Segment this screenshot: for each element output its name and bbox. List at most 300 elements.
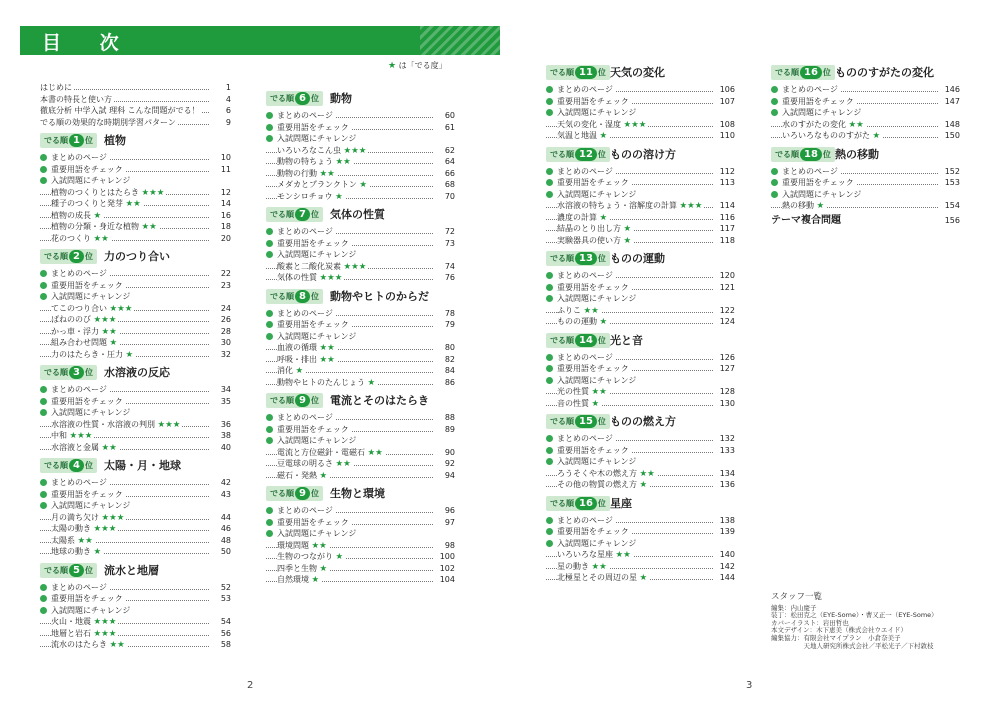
- toc-entry[interactable]: [266, 168, 455, 180]
- toc-entry[interactable]: [40, 582, 231, 594]
- entry-text: [266, 319, 351, 331]
- entry-label: 酸素と二酸化炭素: [277, 261, 341, 271]
- toc-entry[interactable]: [40, 117, 231, 129]
- entry-label: 環境問題: [277, 540, 309, 550]
- toc-entry[interactable]: [266, 226, 455, 238]
- toc-entry[interactable]: [266, 365, 455, 377]
- toc-entry[interactable]: [546, 538, 735, 550]
- toc-entry[interactable]: [546, 107, 735, 119]
- toc-entry[interactable]: [266, 354, 455, 366]
- entry-label: まとめのページ: [51, 478, 107, 487]
- toc-entry[interactable]: [266, 435, 455, 447]
- entry-page: 128: [713, 386, 735, 398]
- rank-number: 9: [295, 487, 310, 500]
- entry-text: [557, 479, 649, 492]
- rank-suffix: 位: [84, 368, 93, 377]
- frequency-stars-icon: ★★★: [69, 431, 93, 441]
- toc-entry[interactable]: [40, 233, 231, 245]
- theme-problems-entry[interactable]: [771, 214, 960, 228]
- toc-entry[interactable]: [546, 515, 735, 527]
- entry-page: 86: [433, 377, 455, 389]
- toc-entry[interactable]: [266, 308, 455, 320]
- toc-entry[interactable]: [40, 94, 231, 106]
- frequency-stars-icon: ★★: [101, 442, 117, 453]
- toc-entry[interactable]: [40, 489, 231, 501]
- rank-suffix: 位: [822, 68, 831, 77]
- toc-entry[interactable]: [40, 82, 231, 94]
- entry-label: まとめのページ: [557, 434, 613, 443]
- entry-text: [266, 249, 358, 261]
- toc-entry[interactable]: [40, 430, 231, 442]
- entry-page: 138: [713, 515, 735, 527]
- chapter-heading[interactable]: [40, 132, 231, 149]
- frequency-stars-icon: ★: [109, 338, 118, 348]
- toc-entry[interactable]: [266, 145, 455, 157]
- toc-entry[interactable]: [40, 639, 231, 651]
- entry-label: 入試問題にチャレンジ: [557, 375, 637, 385]
- entry-page: 16: [209, 210, 231, 222]
- toc-entry[interactable]: [40, 384, 231, 396]
- toc-entry[interactable]: [546, 561, 735, 573]
- entry-label: 四季と生物: [277, 563, 317, 573]
- entry-text: [40, 105, 202, 117]
- toc-entry[interactable]: [546, 200, 735, 212]
- toc-entry[interactable]: [266, 156, 455, 168]
- toc-entry[interactable]: [546, 445, 735, 457]
- chapter-heading[interactable]: [771, 64, 960, 81]
- toc-entry[interactable]: [266, 272, 455, 284]
- chapter-heading[interactable]: [266, 90, 455, 107]
- toc-entry[interactable]: [266, 331, 455, 343]
- toc-entry[interactable]: [771, 189, 960, 201]
- entry-label: 消化: [277, 366, 293, 375]
- toc-column-1: [40, 82, 231, 651]
- rank-badge: [40, 133, 97, 148]
- toc-entry[interactable]: [40, 291, 231, 303]
- toc-entry[interactable]: [40, 105, 231, 117]
- frequency-stars-icon: ★★: [335, 157, 351, 167]
- rank-number: 4: [69, 459, 84, 472]
- entry-text: [40, 489, 125, 501]
- toc-entry[interactable]: [40, 175, 231, 187]
- toc-entry[interactable]: [266, 563, 455, 575]
- toc-entry[interactable]: [546, 189, 735, 201]
- toc-entry[interactable]: [266, 342, 455, 354]
- toc-entry[interactable]: [546, 96, 735, 108]
- staff-line: 天地人研究所株式会社／平松光子／下村敦枝: [771, 641, 934, 650]
- chapter-heading[interactable]: [546, 332, 735, 349]
- rank-suffix: 位: [597, 498, 606, 508]
- frequency-stars-icon: ★★: [319, 354, 335, 365]
- chapter-title: 太陽・月・地球: [104, 459, 181, 472]
- toc-entry[interactable]: [40, 349, 231, 361]
- entry-text: [546, 107, 638, 119]
- toc-entry[interactable]: [546, 84, 735, 96]
- rank-number: 15: [575, 415, 597, 428]
- frequency-stars-icon: ★★: [109, 640, 125, 650]
- entry-page: 153: [938, 177, 960, 189]
- toc-entry[interactable]: [266, 133, 455, 145]
- toc-entry[interactable]: [40, 221, 231, 233]
- chapter-title: ものの燃え方: [610, 415, 676, 428]
- frequency-stars-icon: ★★: [583, 305, 599, 316]
- toc-entry[interactable]: [546, 119, 735, 131]
- entry-page: 124: [713, 316, 735, 328]
- chapter-heading[interactable]: [266, 206, 455, 223]
- toc-entry[interactable]: [40, 605, 231, 617]
- toc-entry[interactable]: [546, 282, 735, 294]
- rank-suffix: 位: [597, 254, 606, 263]
- toc-entry[interactable]: [40, 616, 231, 628]
- toc-entry[interactable]: [546, 375, 735, 387]
- entry-label: 入試問題にチャレンジ: [51, 408, 131, 417]
- chapter-heading[interactable]: [546, 413, 735, 430]
- toc-entry[interactable]: [546, 572, 735, 584]
- entry-page: 92: [433, 458, 455, 470]
- chapter-heading[interactable]: [266, 485, 455, 502]
- toc-entry[interactable]: [266, 470, 455, 482]
- entry-label: まとめのページ: [51, 582, 107, 592]
- entry-label: メダカとプランクトン: [277, 180, 357, 189]
- toc-entry[interactable]: [266, 517, 455, 529]
- entry-text: [40, 384, 109, 396]
- toc-entry[interactable]: [266, 458, 455, 470]
- star-legend: [388, 60, 447, 71]
- entry-label: 月の満ち欠け: [51, 512, 99, 522]
- entry-page: 80: [433, 342, 455, 354]
- entry-label: 植物の成長: [51, 210, 91, 220]
- rank-number: 16: [575, 497, 597, 510]
- toc-entry[interactable]: [40, 198, 231, 210]
- entry-label: 重要用語をチェック: [277, 320, 349, 329]
- entry-label: 音の性質: [557, 398, 589, 408]
- entry-text: [40, 175, 132, 187]
- entry-text: [266, 517, 351, 529]
- frequency-stars-icon: ★★: [311, 540, 327, 551]
- toc-entry[interactable]: [40, 268, 231, 280]
- entry-page: 56: [209, 628, 231, 640]
- entry-label: 入試問題にチャレンジ: [51, 605, 131, 615]
- chapter-heading[interactable]: [266, 392, 455, 409]
- entry-page: 36: [209, 419, 231, 431]
- entry-label: 地層と岩石: [51, 628, 91, 638]
- rank-suffix: 位: [84, 252, 93, 261]
- entry-label: 重要用語をチェック: [557, 445, 629, 455]
- toc-entry[interactable]: [40, 164, 231, 176]
- toc-entry[interactable]: [771, 177, 960, 189]
- rank-badge: [40, 249, 97, 264]
- rank-number: 6: [295, 92, 310, 105]
- entry-page: 6: [209, 105, 231, 117]
- page-number-right: 3: [746, 680, 753, 691]
- entry-text: [546, 456, 638, 468]
- toc-entry[interactable]: [546, 166, 735, 178]
- entry-label: まとめのページ: [51, 385, 107, 394]
- toc-entry[interactable]: [266, 540, 455, 552]
- toc-entry[interactable]: [266, 574, 455, 586]
- toc-entry[interactable]: [771, 200, 960, 212]
- toc-entry[interactable]: [40, 210, 231, 222]
- entry-page: 50: [209, 546, 231, 558]
- entry-label: 本書の特長と使い方: [40, 94, 112, 104]
- entry-page: 62: [433, 145, 455, 157]
- chapter-heading[interactable]: [546, 495, 735, 512]
- toc-entry[interactable]: [40, 523, 231, 535]
- rank-prefix: でる順: [44, 252, 68, 261]
- page-number-left: 2: [247, 680, 254, 691]
- entry-text: [546, 375, 638, 387]
- toc-entry[interactable]: [40, 303, 231, 315]
- entry-text: [40, 164, 125, 176]
- chapter-heading[interactable]: [266, 288, 455, 305]
- entry-page: 40: [209, 442, 231, 454]
- toc-entry[interactable]: [40, 314, 231, 326]
- frequency-stars-icon: ★: [599, 131, 608, 141]
- toc-entry[interactable]: [546, 468, 735, 480]
- toc-entry[interactable]: [546, 526, 735, 538]
- frequency-stars-icon: ★★: [319, 168, 335, 179]
- entry-label: 結晶のとり出し方: [557, 224, 621, 233]
- chapter-title: 動物やヒトのからだ: [330, 289, 429, 303]
- toc-entry[interactable]: [40, 396, 231, 408]
- chapter-heading[interactable]: [546, 64, 735, 81]
- entry-label: 入試問題にチャレンジ: [557, 538, 637, 548]
- toc-entry[interactable]: [546, 130, 735, 142]
- entry-text: [266, 331, 358, 343]
- frequency-stars-icon: ★★★: [93, 524, 117, 534]
- entry-page: 48: [209, 535, 231, 547]
- entry-label: てこのつり合い: [51, 303, 107, 313]
- entry-label: 気体の性質: [277, 273, 317, 282]
- entry-label: 重要用語をチェック: [557, 527, 629, 536]
- entry-label: 光の性質: [557, 387, 589, 396]
- toc-entry[interactable]: [546, 316, 735, 328]
- chapter-heading[interactable]: [546, 250, 735, 267]
- entry-text: [771, 84, 840, 96]
- toc-entry[interactable]: [40, 512, 231, 524]
- entry-label: 重要用語をチェック: [51, 489, 123, 499]
- toc-entry[interactable]: [40, 593, 231, 605]
- entry-text: [546, 515, 615, 527]
- chapter-heading[interactable]: [40, 457, 231, 474]
- toc-entry[interactable]: [266, 551, 455, 563]
- entry-label: でる順の効果的な時期別学習パターン: [40, 117, 176, 127]
- toc-entry[interactable]: [40, 500, 231, 512]
- rank-number: 2: [69, 250, 84, 263]
- frequency-stars-icon: ★★★: [101, 512, 125, 523]
- entry-text: [40, 582, 109, 594]
- toc-entry[interactable]: [266, 261, 455, 273]
- rank-suffix: 位: [822, 149, 831, 159]
- rank-number: 16: [800, 66, 822, 79]
- toc-entry[interactable]: [266, 110, 455, 122]
- frequency-stars-icon: ★: [319, 563, 328, 574]
- toc-entry[interactable]: [546, 549, 735, 561]
- entry-label: 植物の分類・身近な植物: [51, 222, 139, 231]
- toc-entry[interactable]: [546, 293, 735, 305]
- toc-entry[interactable]: [266, 528, 455, 540]
- entry-text: [266, 528, 358, 540]
- entry-page: 94: [433, 470, 455, 482]
- rank-prefix: でる順: [270, 291, 294, 301]
- toc-entry[interactable]: [546, 456, 735, 468]
- rank-badge: [546, 496, 610, 511]
- entry-label: まとめのページ: [782, 85, 838, 94]
- entry-label: 血液の循環: [277, 343, 317, 352]
- rank-badge: [40, 458, 97, 473]
- entry-label: 徹底分析 中学入試 理科 こんな問題がでる！: [40, 106, 200, 115]
- entry-label: 動物やヒトのたんじょう: [277, 377, 365, 387]
- toc-entry[interactable]: [40, 152, 231, 164]
- toc-entry[interactable]: [771, 119, 960, 131]
- entry-label: 重要用語をチェック: [782, 96, 854, 106]
- entry-text: [266, 308, 335, 320]
- entry-label: まとめのページ: [277, 308, 333, 318]
- chapter-heading[interactable]: [40, 248, 231, 265]
- rank-number: 3: [69, 366, 84, 379]
- frequency-stars-icon: ★★: [125, 199, 141, 209]
- entry-text: [266, 133, 358, 145]
- entry-page: 60: [433, 110, 455, 122]
- toc-entry[interactable]: [266, 412, 455, 424]
- toc-entry[interactable]: [40, 477, 231, 489]
- entry-text: [40, 94, 114, 106]
- toc-entry[interactable]: [40, 442, 231, 454]
- chapter-heading[interactable]: [546, 146, 735, 163]
- toc-entry[interactable]: [266, 238, 455, 250]
- toc-entry[interactable]: [266, 505, 455, 517]
- toc-entry[interactable]: [266, 377, 455, 389]
- entry-page: 126: [713, 352, 735, 364]
- rank-suffix: 位: [84, 461, 93, 470]
- entry-label: 水溶液の特ちょう・溶解度の計算: [557, 201, 677, 210]
- toc-entry[interactable]: [40, 280, 231, 292]
- frequency-stars-icon: ★: [93, 210, 102, 221]
- entry-text: [40, 82, 74, 94]
- toc-entry[interactable]: [771, 130, 960, 142]
- chapter-heading[interactable]: [40, 364, 231, 381]
- toc-entry[interactable]: [40, 337, 231, 349]
- entry-page: 4: [209, 94, 231, 106]
- rank-badge: [266, 486, 323, 501]
- frequency-stars-icon: ★★: [848, 119, 864, 130]
- entry-page: 120: [713, 270, 735, 282]
- toc-entry[interactable]: [266, 319, 455, 331]
- toc-entry[interactable]: [546, 212, 735, 224]
- toc-entry[interactable]: [266, 179, 455, 191]
- toc-entry[interactable]: [546, 305, 735, 317]
- rank-prefix: でる順: [44, 136, 68, 145]
- entry-page: 100: [433, 551, 455, 563]
- toc-entry[interactable]: [546, 386, 735, 398]
- entry-text: [277, 272, 344, 285]
- page-title: 目 次: [42, 32, 135, 54]
- entry-label: 植物のつくりとはたらき: [51, 187, 139, 197]
- toc-entry[interactable]: [546, 270, 735, 282]
- entry-label: 水溶液と金属: [51, 442, 99, 452]
- toc-entry[interactable]: [546, 352, 735, 364]
- toc-entry[interactable]: [546, 235, 735, 247]
- entry-text: [266, 110, 335, 122]
- entry-page: 82: [433, 354, 455, 366]
- entry-label: まとめのページ: [557, 166, 613, 176]
- entry-label: 重要用語をチェック: [51, 164, 123, 174]
- entry-page: 24: [209, 303, 231, 315]
- toc-entry[interactable]: [771, 107, 960, 119]
- entry-page: 9: [209, 117, 231, 129]
- entry-page: 43: [209, 489, 231, 501]
- toc-entry[interactable]: [546, 363, 735, 375]
- toc-entry[interactable]: [266, 424, 455, 436]
- toc-entry[interactable]: [546, 223, 735, 235]
- rank-prefix: でる順: [44, 368, 68, 377]
- frequency-stars-icon: ★★: [591, 387, 607, 397]
- toc-entry[interactable]: [266, 122, 455, 134]
- title-banner: [20, 26, 500, 55]
- entry-page: 106: [713, 84, 735, 96]
- toc-entry[interactable]: [40, 535, 231, 547]
- entry-label: まとめのページ: [277, 111, 333, 120]
- entry-text: [40, 593, 125, 605]
- toc-entry[interactable]: [771, 166, 960, 178]
- rank-badge: [546, 65, 610, 80]
- toc-entry[interactable]: [40, 546, 231, 558]
- entry-page: 139: [713, 526, 735, 538]
- entry-page: 112: [713, 166, 735, 178]
- toc-entry[interactable]: [40, 326, 231, 338]
- toc-entry[interactable]: [266, 249, 455, 261]
- entry-text: [40, 477, 109, 489]
- toc-entry[interactable]: [266, 191, 455, 203]
- toc-entry[interactable]: [771, 96, 960, 108]
- toc-entry[interactable]: [266, 447, 455, 459]
- frequency-stars-icon: ★★★: [623, 119, 647, 130]
- theme-page: 156: [944, 215, 960, 225]
- toc-entry[interactable]: [40, 628, 231, 640]
- frequency-stars-icon: ★: [93, 547, 102, 557]
- frequency-stars-icon: ★: [125, 349, 134, 360]
- entry-page: 44: [209, 512, 231, 524]
- toc-entry[interactable]: [546, 398, 735, 410]
- toc-entry[interactable]: [40, 407, 231, 419]
- entry-page: 34: [209, 384, 231, 396]
- entry-label: 入試問題にチャレンジ: [782, 108, 862, 117]
- toc-entry[interactable]: [771, 84, 960, 96]
- frequency-stars-icon: ★★★: [109, 303, 133, 314]
- entry-page: 38: [209, 430, 231, 442]
- frequency-stars-icon: ★★★: [157, 419, 181, 430]
- entry-page: 96: [433, 505, 455, 517]
- rank-number: 11: [575, 66, 597, 79]
- toc-entry[interactable]: [546, 433, 735, 445]
- chapter-heading[interactable]: [40, 562, 231, 579]
- toc-entry[interactable]: [40, 419, 231, 431]
- entry-text: [51, 442, 119, 455]
- toc-entry[interactable]: [546, 177, 735, 189]
- rank-suffix: 位: [310, 396, 319, 405]
- entry-text: [266, 435, 358, 447]
- entry-label: 濃度の計算: [557, 212, 597, 222]
- entry-label: 重要用語をチェック: [51, 594, 123, 603]
- toc-entry[interactable]: [40, 187, 231, 199]
- entry-label: まとめのページ: [51, 269, 107, 278]
- rank-prefix: でる順: [775, 68, 799, 77]
- entry-page: 26: [209, 314, 231, 326]
- entry-text: [782, 200, 826, 213]
- chapter-heading[interactable]: [771, 146, 960, 163]
- frequency-stars-icon: ★★★: [93, 628, 117, 639]
- toc-entry[interactable]: [546, 479, 735, 491]
